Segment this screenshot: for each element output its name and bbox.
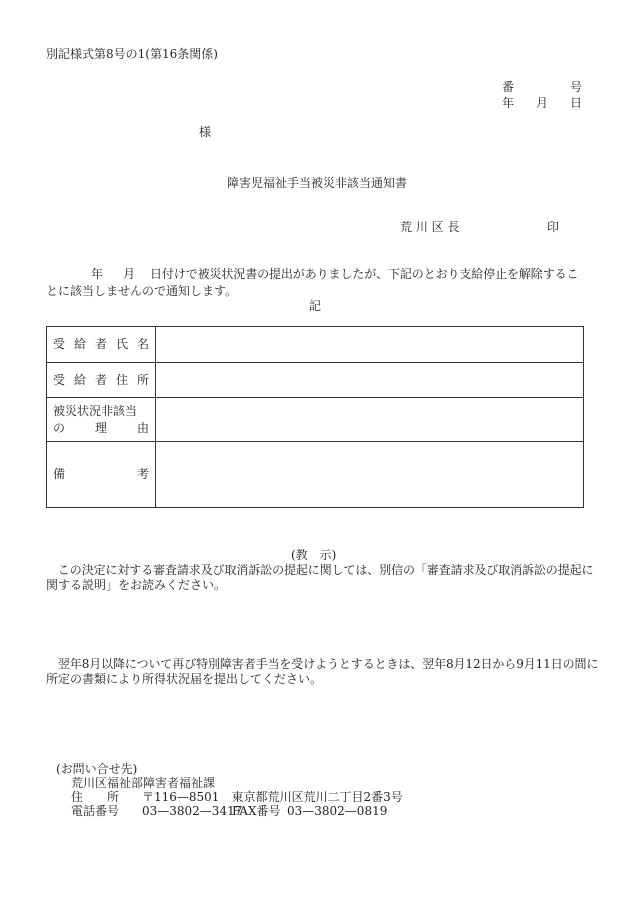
label-char: 理	[94, 420, 107, 435]
label-char: 給	[73, 337, 86, 351]
document-number-field	[502, 80, 582, 95]
contact-phone-label: 電話番号	[71, 804, 120, 818]
label-char: 名	[136, 337, 149, 351]
contact-department: 荒川区福祉部障害者福祉課	[71, 776, 216, 790]
value-remarks	[156, 442, 584, 508]
form-number: 別記様式第8号の1(第16条関係)	[46, 47, 218, 61]
label-char: 由	[136, 420, 149, 435]
body-month-label: 月	[123, 267, 136, 281]
table-row-reason	[47, 398, 584, 442]
contact-fax: 03—3802—0819	[287, 804, 388, 818]
value-reason	[156, 398, 584, 442]
label-char: の	[53, 420, 66, 435]
addressee-suffix: 様	[199, 125, 212, 139]
label-char: 受	[53, 337, 66, 351]
contact-address-label: 住 所	[71, 790, 120, 804]
contact-fax-label: FAX番号	[232, 804, 281, 818]
contact-phone: 03—3802—3417	[142, 804, 243, 818]
label-char: 備	[53, 467, 66, 481]
contact-heading: (お問い合せ先)	[56, 762, 138, 776]
notice-line1: 翌年8月以降について再び特別障害者手当を受けようとするときは、翌年8月12日から9月11日の間に	[46, 657, 599, 671]
label-recipient-address	[47, 363, 156, 398]
recipient-info-table	[46, 326, 584, 508]
table-row-recipient-address	[47, 363, 584, 398]
label-char: 所	[136, 372, 149, 387]
instruction-line1: この決定に対する審査請求及び取消訴訟の提起に関しては、別信の「審査請求及び取消訴訟の提起に	[46, 563, 594, 577]
value-recipient-address	[156, 363, 584, 398]
issuer: 荒 川 区 長	[400, 220, 460, 234]
body-year-label: 年	[91, 267, 104, 281]
body-text-line2: とに該当しませんので通知します。	[46, 284, 238, 298]
instruction-line2: 関する説明」をお読みください。	[46, 578, 227, 592]
label-char: 者	[94, 337, 107, 351]
label-remarks	[47, 442, 156, 508]
date-day-label: 日	[569, 96, 582, 110]
label-char: 氏	[115, 337, 128, 351]
ki-mark: 記	[309, 299, 322, 313]
document-title: 障害児福祉手当被災非該当通知書	[227, 176, 408, 190]
label-char: 受	[53, 372, 66, 387]
label-reason-line2	[53, 420, 149, 436]
label-reason	[47, 398, 156, 442]
date-month-label: 月	[535, 96, 548, 110]
label-char: 住	[115, 372, 128, 387]
seal-mark: 印	[547, 220, 560, 234]
body-text-line1: 日付けで被災状況書の提出がありましたが、下記のとおり支給停止を解除するこ	[150, 267, 579, 281]
value-recipient-name	[156, 327, 584, 363]
notice-line2: 所定の書類により所得状況届を提出してください。	[46, 672, 323, 686]
label-char: 者	[94, 372, 107, 387]
number-label-ban: 番	[502, 80, 515, 94]
contact-address: 〒116—8501 東京都荒川区荒川二丁目2番3号	[142, 790, 403, 804]
label-recipient-name	[47, 327, 156, 363]
label-reason-line1: 被災状況非該当	[53, 404, 138, 419]
date-year-label: 年	[502, 96, 515, 110]
number-label-go: 号	[569, 80, 582, 94]
label-char: 給	[73, 372, 86, 387]
instruction-heading: (教 示)	[291, 548, 337, 562]
label-char: 考	[136, 467, 149, 481]
table-row-recipient-name	[47, 327, 584, 363]
date-field	[502, 96, 582, 111]
table-row-remarks	[47, 442, 584, 508]
